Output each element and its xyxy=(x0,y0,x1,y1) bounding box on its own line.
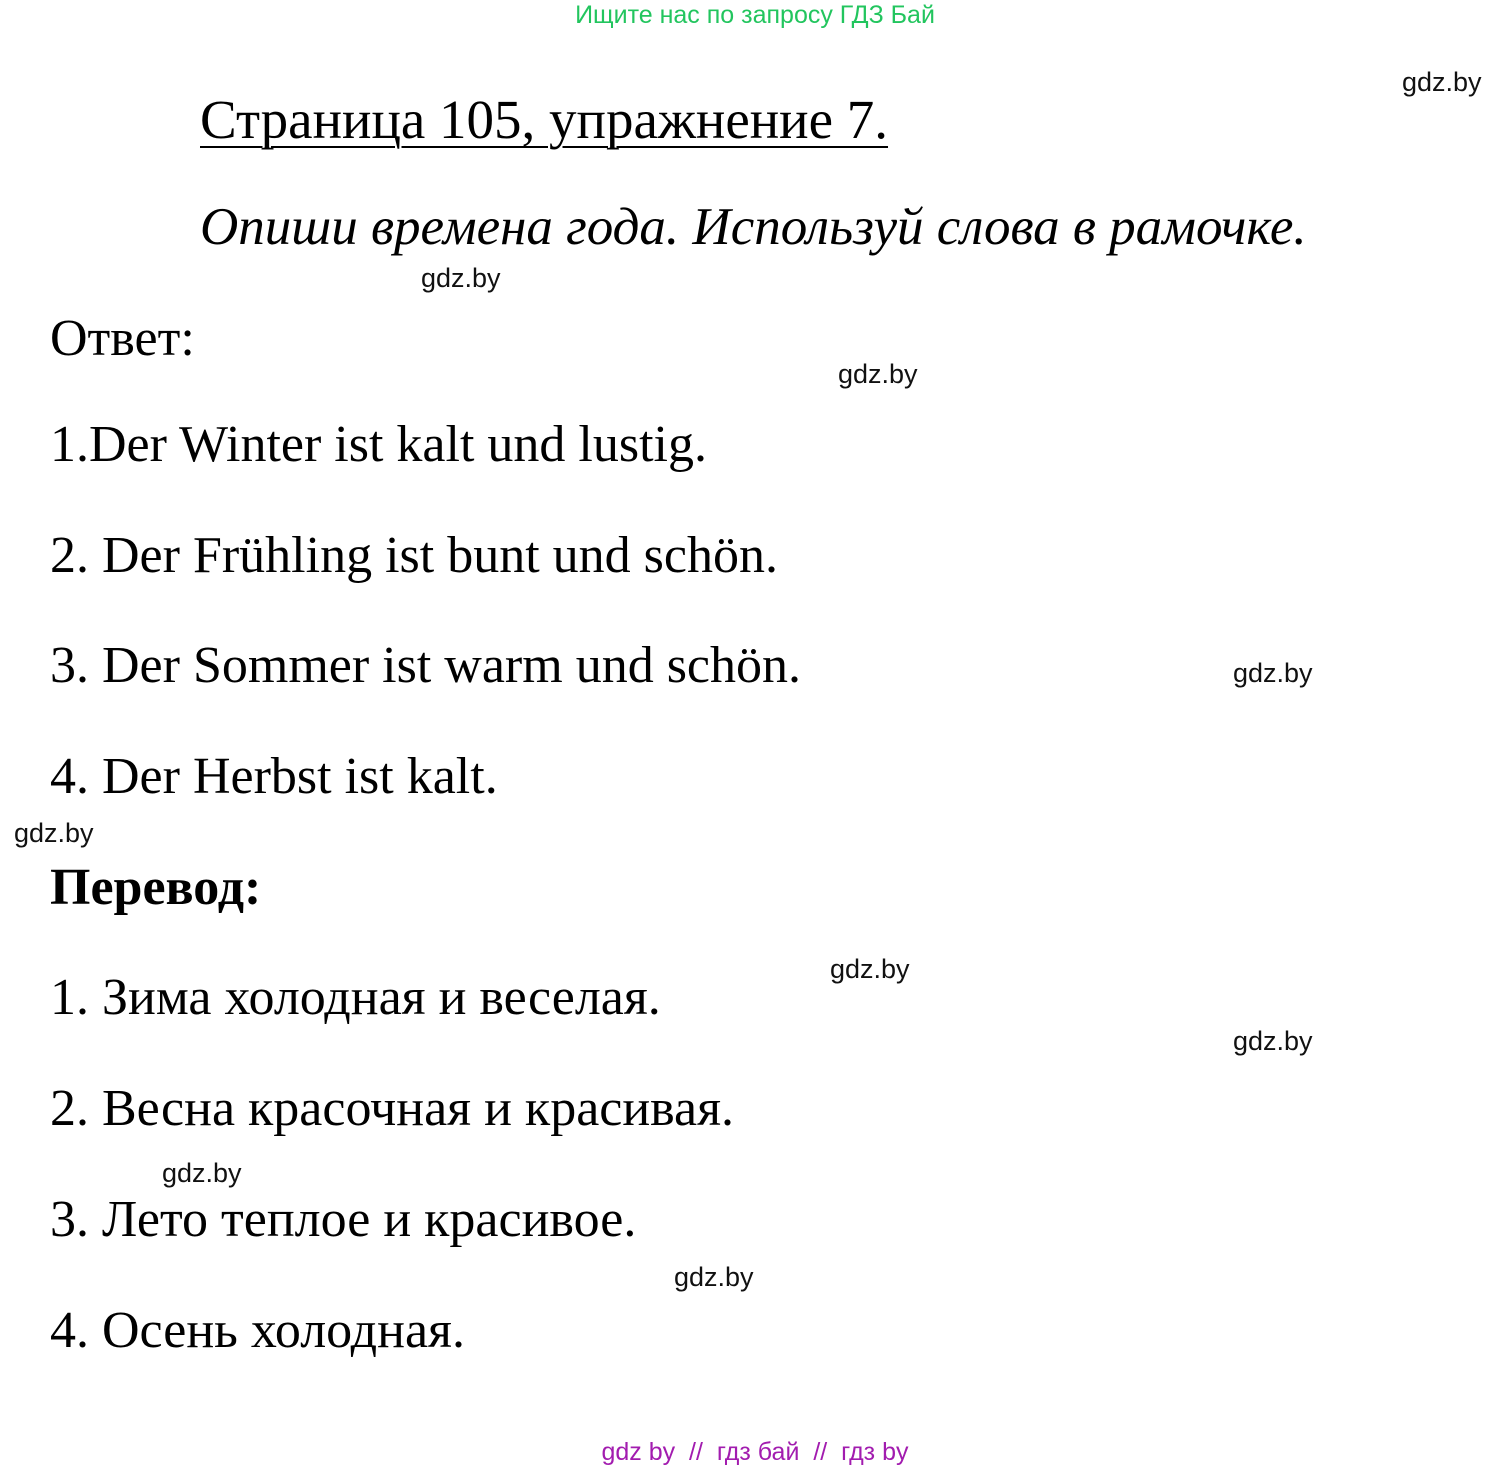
translation-item: 1. Зима холодная и веселая. xyxy=(50,969,661,1026)
watermark: gdz.by xyxy=(14,818,94,848)
watermark: gdz.by xyxy=(1233,1026,1313,1056)
watermark: gdz.by xyxy=(162,1158,242,1188)
watermark: gdz.by xyxy=(1233,658,1313,688)
watermark: gdz.by xyxy=(1402,67,1482,97)
translation-item: 4. Осень холодная. xyxy=(50,1302,465,1359)
watermark: gdz.by xyxy=(830,954,910,984)
footer-banner[interactable]: gdz by // гдз бай // гдз by xyxy=(601,1438,909,1466)
answer-item: 3. Der Sommer ist warm und schön. xyxy=(50,637,802,694)
task-text: Опиши времена года. Используй слова в рамочке. xyxy=(200,198,1307,256)
watermark: gdz.by xyxy=(421,263,501,293)
top-banner[interactable]: Ищите нас по запросу ГДЗ Бай xyxy=(575,1,935,29)
watermark: gdz.by xyxy=(838,359,918,389)
translation-label: Перевод: xyxy=(50,859,262,916)
translation-item: 3. Лето теплое и красивое. xyxy=(50,1191,637,1248)
page-title: Страница 105, упражнение 7. xyxy=(200,89,889,150)
answer-label: Ответ: xyxy=(50,310,195,367)
answer-item: 2. Der Frühling ist bunt und schön. xyxy=(50,527,778,584)
translation-item: 2. Весна красочная и красивая. xyxy=(50,1080,735,1137)
answer-item: 1.Der Winter ist kalt und lustig. xyxy=(50,416,707,473)
watermark: gdz.by xyxy=(674,1262,754,1292)
answer-item: 4. Der Herbst ist kalt. xyxy=(50,748,498,805)
